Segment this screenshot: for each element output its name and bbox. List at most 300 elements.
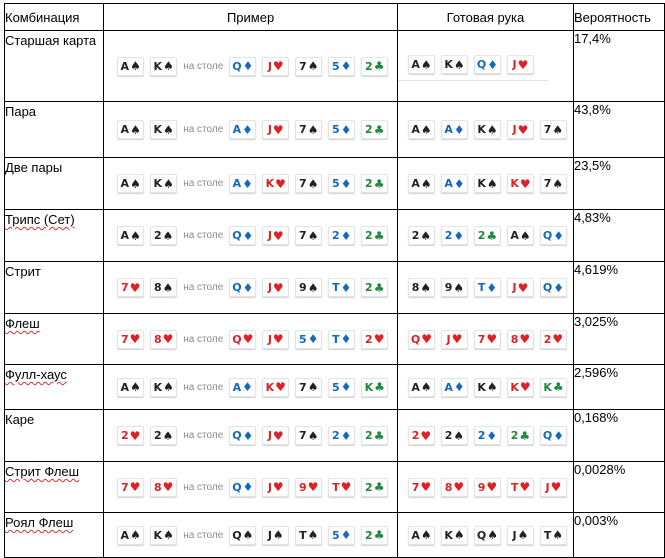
table-row [5,513,665,558]
playing-card [229,226,256,245]
spade-suit-icon: ♠ [307,280,319,295]
diamond-suit-icon: ♦ [242,122,253,137]
card-rank: J [267,123,272,136]
card-rank: 8 [510,332,519,346]
spade-suit-icon: ♠ [486,176,498,191]
playing-card [295,330,322,349]
spade-suit-icon: ♠ [453,57,465,72]
card-rank: K [510,177,519,190]
playing-card [408,278,435,297]
playing-card [229,174,256,193]
heart-suit-icon: ♥ [486,332,498,346]
heart-suit-icon: ♥ [519,176,531,191]
header-ready-hand: Готовая рука [397,4,573,31]
card-rank: A [411,528,420,542]
diamond-suit-icon: ♦ [242,176,253,191]
combination-name-cell [5,158,104,210]
combination-name: Фулл-хаус [5,367,67,382]
spade-suit-icon: ♠ [307,59,319,73]
playing-card [441,226,468,245]
spade-suit-icon: ♠ [163,59,174,73]
header-example: Пример [104,4,398,31]
heart-suit-icon: ♥ [517,57,529,72]
card-rank: Q [410,332,421,346]
playing-card [540,330,567,349]
playing-card [361,120,388,139]
spade-suit-icon: ♠ [163,528,174,542]
header-probability: Вероятность [573,4,664,31]
playing-card [328,57,355,76]
playing-card [229,278,256,297]
card-rank: J [512,281,517,294]
playing-card [328,478,355,497]
playing-card [441,174,468,193]
playing-card [474,426,501,445]
playing-card [229,378,256,397]
heart-suit-icon: ♥ [373,332,385,346]
on-table-label: на столе [183,282,224,293]
ready-hand-cards [398,326,573,352]
card-rank: K [444,528,453,542]
playing-card [328,174,355,193]
spade-suit-icon: ♠ [163,122,174,137]
probability-cell [573,314,664,365]
card-rank: 7 [120,332,129,346]
card-rank: J [545,480,550,494]
heart-suit-icon: ♥ [453,480,465,494]
playing-card [540,174,567,193]
card-rank: T [332,480,340,494]
playing-card [117,174,144,193]
header-combination: Комбинация [5,4,104,31]
ready-hand-cards [398,223,573,249]
probability-cell [573,102,664,158]
card-rank: 7 [120,480,129,494]
card-rank: 2 [543,332,552,346]
playing-card [150,174,177,193]
diamond-suit-icon: ♦ [453,122,465,137]
card-rank: 7 [543,123,552,136]
card-rank: 5 [332,528,340,542]
heart-suit-icon: ♥ [552,332,564,346]
playing-card [328,330,355,349]
card-rank: A [120,528,130,542]
card-rank: A [232,177,242,190]
playing-card [361,330,388,349]
playing-card [540,120,567,139]
spade-suit-icon: ♠ [453,428,465,443]
playing-card [474,174,501,193]
card-rank: J [267,332,272,346]
playing-card [441,330,468,349]
diamond-suit-icon: ♦ [340,380,352,394]
diamond-suit-icon: ♦ [242,228,254,243]
spade-suit-icon: ♠ [163,176,174,191]
playing-card [150,378,177,397]
combination-name: Роял Флеш [5,515,74,530]
playing-card [474,55,501,74]
card-rank: Q [232,429,242,442]
heart-suit-icon: ♥ [129,332,141,346]
on-table-label: на столе [183,230,224,241]
diamond-suit-icon: ♦ [242,480,254,494]
card-rank: K [153,177,163,190]
ready-hand-cards [398,474,573,500]
playing-card [474,378,501,397]
card-rank: A [444,177,453,190]
probability-value: 23,5% [573,158,611,173]
probability-value: 4,619% [573,262,619,277]
playing-card [441,55,468,74]
playing-card [229,57,256,76]
playing-card [150,278,177,297]
playing-card [262,478,289,497]
card-rank: K [153,528,163,542]
playing-card [117,426,144,445]
spade-suit-icon: ♠ [163,380,174,394]
probability-value: 0,168% [573,410,619,425]
playing-card [117,526,144,545]
playing-card [361,478,388,497]
example-cards [104,171,397,197]
ready-hand-cards [398,52,573,78]
playing-card [262,226,289,245]
playing-card [229,478,256,497]
playing-card [262,57,289,76]
heart-suit-icon: ♥ [517,122,529,137]
playing-card [408,426,435,445]
card-rank: K [153,59,163,73]
card-rank: T [332,281,340,294]
probability-value: 0,003% [573,513,619,528]
playing-card [117,57,144,76]
card-rank: 8 [153,281,162,294]
card-rank: A [411,123,420,136]
playing-card [507,378,534,397]
heart-suit-icon: ♥ [272,122,284,137]
combination-name: Пара [5,104,37,119]
ready-hand-cell [397,31,573,102]
playing-card [441,378,468,397]
spade-suit-icon: ♠ [307,528,319,542]
card-rank: J [446,332,451,346]
playing-card [262,278,289,297]
playing-card [229,120,256,139]
diamond-suit-icon: ♦ [340,428,352,443]
club-suit-icon: ♣ [373,176,385,191]
table-row [5,314,665,365]
example-cell [104,262,398,314]
combination-name: Стрит Флеш [5,464,80,479]
probability-cell [573,462,664,513]
example-cards [104,423,397,449]
playing-card [117,120,144,139]
card-rank: 7 [411,480,420,494]
example-cell [104,365,398,410]
card-rank: 2 [365,429,373,442]
heart-suit-icon: ♥ [129,480,141,494]
spade-suit-icon: ♠ [162,280,174,295]
example-cards [104,326,397,352]
ready-hand-cards [398,171,573,197]
card-rank: 2 [120,429,129,442]
playing-card [507,278,534,297]
combination-name: Старшая карта [5,33,97,48]
playing-card [361,226,388,245]
playing-card [117,378,144,397]
heart-suit-icon: ♥ [517,280,529,295]
diamond-suit-icon: ♦ [340,228,352,243]
card-rank: 2 [153,429,162,442]
card-rank: 5 [299,332,307,346]
example-cards [104,374,397,400]
playing-card [474,226,501,245]
card-rank: J [267,281,272,294]
card-rank: K [477,123,486,136]
example-cell [104,314,398,365]
header-row [5,4,665,31]
playing-card [441,526,468,545]
combination-name: Каре [5,412,35,427]
heart-suit-icon: ♥ [162,332,174,346]
combination-name: Стрит [5,264,41,279]
card-rank: 7 [477,332,486,346]
example-cards [104,275,397,301]
playing-card [540,226,567,245]
card-rank: T [477,281,486,294]
card-rank: 5 [332,123,340,136]
card-rank: J [267,59,272,73]
playing-card [229,330,256,349]
card-rank: 7 [299,123,307,136]
spade-suit-icon: ♠ [486,380,498,394]
playing-card [117,478,144,497]
playing-card [150,226,177,245]
card-rank: 2 [444,229,453,242]
heart-suit-icon: ♥ [451,332,463,346]
playing-card [441,426,468,445]
playing-card [507,120,534,139]
playing-card [361,426,388,445]
playing-card [474,330,501,349]
card-rank: A [444,380,453,394]
playing-card [474,478,501,497]
card-rank: T [543,528,552,542]
card-rank: 2 [365,177,373,190]
heart-suit-icon: ♥ [550,480,562,494]
playing-card [262,426,289,445]
on-table-label: на столе [183,529,224,541]
ready-hand-cell [397,410,573,462]
card-rank: Q [542,281,553,294]
card-rank: K [364,380,374,394]
playing-card [328,278,355,297]
diamond-suit-icon: ♦ [340,122,352,137]
playing-card [150,426,177,445]
club-suit-icon: ♣ [373,228,385,243]
ready-hand-cell [397,262,573,314]
playing-card [328,378,355,397]
card-rank: K [265,380,275,394]
playing-card [540,278,567,297]
playing-card [408,55,435,74]
spade-suit-icon: ♠ [552,528,564,542]
card-rank: 7 [299,177,307,190]
example-cell [104,210,398,262]
card-rank: 9 [444,281,453,294]
card-rank: Q [232,332,242,346]
card-rank: 2 [365,229,373,242]
playing-card [295,526,322,545]
diamond-suit-icon: ♦ [486,428,498,443]
spade-suit-icon: ♠ [307,228,319,243]
heart-suit-icon: ♥ [420,428,432,443]
club-suit-icon: ♣ [373,528,385,542]
playing-card [408,526,435,545]
card-rank: 7 [299,380,307,394]
card-rank: Q [232,480,242,494]
example-cell [104,410,398,462]
card-rank: 2 [411,429,420,442]
card-rank: A [120,123,130,136]
probability-cell [573,31,664,102]
playing-card [229,426,256,445]
playing-card [361,378,388,397]
playing-card [295,226,322,245]
playing-card [328,120,355,139]
ready-hand-cell [397,365,573,410]
combination-name-cell [5,365,104,410]
playing-card [408,120,435,139]
playing-card [474,120,501,139]
ready-hand-cards [398,522,573,548]
playing-card [474,278,501,297]
heart-suit-icon: ♥ [272,480,284,494]
diamond-suit-icon: ♦ [242,428,254,443]
card-rank: A [120,229,130,242]
heart-suit-icon: ♥ [340,480,352,494]
card-rank: K [510,380,519,394]
playing-card [441,478,468,497]
ready-hand-cell [397,462,573,513]
card-rank: 2 [477,229,486,242]
playing-card [507,330,534,349]
probability-value: 0,0028% [573,462,626,477]
card-rank: A [510,229,519,242]
combination-name-cell [5,31,104,102]
card-rank: 2 [332,229,340,242]
ready-hand-cell [397,102,573,158]
card-rank: K [477,380,486,394]
probability-value: 17,4% [573,31,611,46]
card-rank: 5 [332,177,340,190]
table-row [5,410,665,462]
card-rank: 8 [444,480,453,494]
diamond-suit-icon: ♦ [453,380,465,394]
heart-suit-icon: ♥ [420,480,432,494]
spade-suit-icon: ♠ [162,228,174,243]
example-cell [104,462,398,513]
ready-hand-cell [397,158,573,210]
playing-card [328,226,355,245]
diamond-suit-icon: ♦ [553,228,565,243]
card-rank: 2 [365,332,373,346]
playing-card [295,426,322,445]
playing-card [262,330,289,349]
card-rank: Q [542,429,553,442]
probability-cell [573,365,664,410]
card-rank: A [444,123,453,136]
playing-card [295,378,322,397]
card-rank: A [120,380,130,394]
club-suit-icon: ♣ [373,59,385,73]
table-row [5,262,665,314]
playing-card [540,378,567,397]
card-rank: J [267,528,272,542]
card-rank: 2 [365,59,373,73]
heart-suit-icon: ♥ [272,280,284,295]
playing-card [540,526,567,545]
table-row [5,31,665,102]
diamond-suit-icon: ♦ [242,380,253,394]
heart-suit-icon: ♥ [519,332,531,346]
card-rank: J [512,123,517,136]
heart-suit-icon: ♥ [275,176,286,191]
club-suit-icon: ♣ [373,428,385,443]
card-rank: J [512,58,517,71]
spade-suit-icon: ♠ [242,528,254,542]
spade-suit-icon: ♠ [130,59,141,73]
divider [398,80,548,81]
club-suit-icon: ♣ [486,228,498,243]
diamond-suit-icon: ♦ [340,176,352,191]
card-rank: 5 [332,380,340,394]
spade-suit-icon: ♠ [420,122,432,137]
diamond-suit-icon: ♦ [307,332,319,346]
card-rank: K [153,380,163,394]
example-cards [104,223,397,249]
card-rank: J [267,229,272,242]
probability-value: 2,596% [573,365,619,380]
ready-hand-cards [398,275,573,301]
spade-suit-icon: ♠ [420,57,432,72]
card-rank: Q [232,229,242,242]
diamond-suit-icon: ♦ [487,57,499,72]
heart-suit-icon: ♥ [272,332,284,346]
diamond-suit-icon: ♦ [486,280,498,295]
card-rank: 2 [365,528,373,542]
probability-cell [573,210,664,262]
example-cards [104,117,397,143]
spade-suit-icon: ♠ [307,428,319,443]
playing-card [150,478,177,497]
playing-card [507,478,534,497]
card-rank: 2 [411,229,420,242]
combination-name-cell [5,462,104,513]
playing-card [328,426,355,445]
on-table-label: на столе [183,124,224,135]
example-cell [104,513,398,558]
playing-card [507,226,534,245]
example-cards [104,53,397,79]
card-rank: A [411,58,420,71]
playing-card [150,120,177,139]
diamond-suit-icon: ♦ [340,59,352,73]
card-rank: 2 [365,480,373,494]
spade-suit-icon: ♠ [420,280,432,295]
table-row [5,158,665,210]
playing-card [507,526,534,545]
